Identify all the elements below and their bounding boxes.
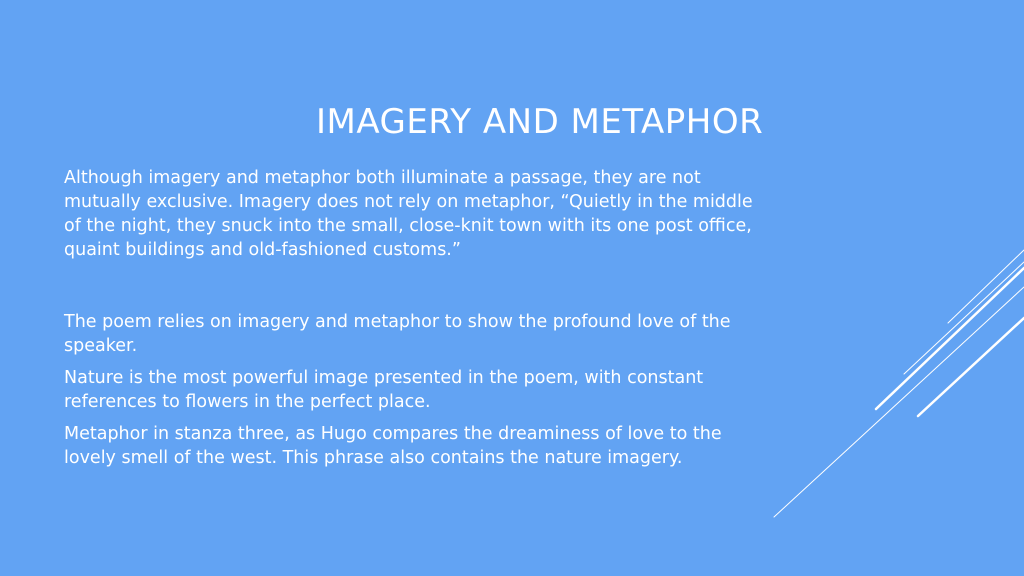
decorative-line-thick-short	[918, 318, 1024, 416]
decorative-line-thick-long	[876, 268, 1024, 409]
decorative-line-thin-mid	[904, 262, 1024, 374]
body-paragraph: The poem relies on imagery and metaphor to show the profound love of the speaker.	[64, 312, 731, 356]
slide-title: IMAGERY AND METAPHOR	[316, 102, 764, 142]
body-paragraph: Metaphor in stanza three, as Hugo compares the dreaminess of love to the lovely smell of the west. This phrase also contains the nature imagery.	[64, 424, 722, 468]
body-paragraph: Although imagery and metaphor both illuminate a passage, they are not mutually exclusive. Imagery does not rely on metaphor, “Quietly in the middle of the night, they snuck into the small, close-knit town with its one post office, quaint buildings and old-fashioned customs.”	[64, 168, 753, 260]
decorative-line-thin-upper	[948, 250, 1024, 323]
body-paragraph: Nature is the most powerful image presented in the poem, with constant references to flowers in the perfect place.	[64, 368, 704, 412]
decorative-line-thin-lower	[774, 287, 1024, 517]
slide-body	[64, 166, 774, 470]
